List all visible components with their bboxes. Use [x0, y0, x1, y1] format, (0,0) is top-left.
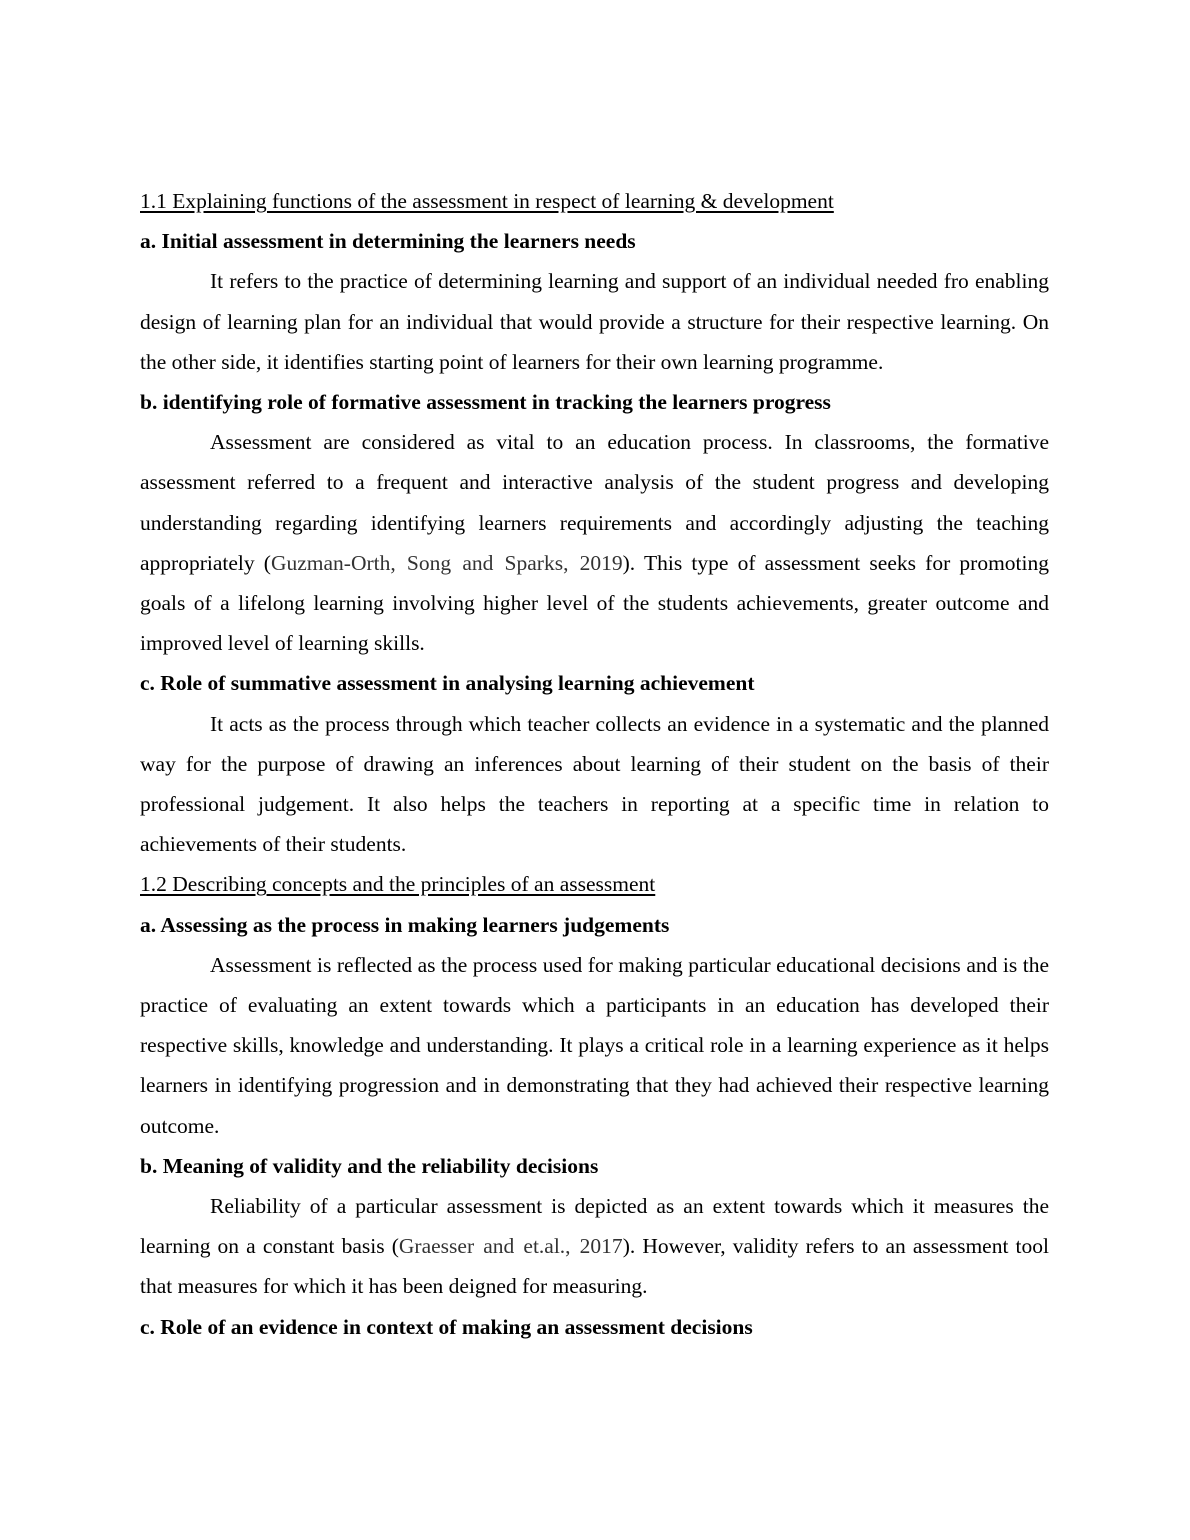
- subheading-summative-assessment: c. Role of summative assessment in analysing learning achievement: [140, 671, 755, 696]
- citation: Graesser and et.al., 2017: [398, 1234, 623, 1259]
- subheading-initial-assessment: a. Initial assessment in determining the learners needs: [140, 229, 636, 254]
- paragraph-validity-reliability: [140, 1186, 1049, 1307]
- subheading-formative-assessment: b. identifying role of formative assessment in tracking the learners progress: [140, 390, 831, 415]
- paragraph-assessing-process: Assessment is reflected as the process used for making particular educational decisions and is the practice of evaluating an extent towards which a participants in an education has developed their respective skills, knowledge and understanding. It plays a critical role in a learning experience as it helps learners in identifying progression and in demonstrating that they had achieved their respective learning outcome.: [140, 952, 1049, 1138]
- paragraph-text: Reliability of a particular assessment is depicted as an extent towards which it measures the learning on a constant basis (: [140, 1194, 1049, 1259]
- paragraph-summative-assessment: It acts as the process through which teacher collects an evidence in a systematic and the planned way for the purpose of drawing an inferences about learning of their student on the basis of their professional judgement. It also helps the teachers in reporting at a specific time in relation to achievements of their students.: [140, 711, 1049, 857]
- citation: Guzman-Orth, Song and Sparks, 2019: [270, 550, 623, 575]
- paragraph-initial-assessment: It refers to the practice of determining learning and support of an individual needed fro enabling design of learning plan for an individual that would provide a structure for their respective learning. On the other side, it identifies starting point of learners for their own learning programme.: [140, 269, 1049, 374]
- paragraph-text: ). This type of assessment seeks for promoting goals of a lifelong learning involving higher level of the students achievements, greater outcome and improved level of learning skills.: [140, 550, 1049, 656]
- paragraph-text: ). However, validity refers to an assessment tool that measures for which it has been deigned for measuring.: [140, 1234, 1049, 1299]
- subheading-assessing-process: a. Assessing as the process in making learners judgements: [140, 912, 670, 937]
- paragraph-text: Assessment are considered as vital to an education process. In classrooms, the formative assessment referred to a frequent and interactive analysis of the student progress and developing understanding regarding identifying learners requirements and accordingly adjusting the teaching appropriately (: [140, 430, 1049, 575]
- subheading-role-of-evidence: c. Role of an evidence in context of making an assessment decisions: [140, 1314, 753, 1339]
- paragraph-formative-assessment: [140, 422, 1049, 663]
- document-page: [140, 181, 1049, 1347]
- subheading-validity-reliability: b. Meaning of validity and the reliability decisions: [140, 1153, 599, 1178]
- section-heading-1-2: 1.2 Describing concepts and the principles of an assessment: [140, 872, 656, 897]
- section-heading-1-1: 1.1 Explaining functions of the assessment in respect of learning & development: [140, 189, 834, 213]
